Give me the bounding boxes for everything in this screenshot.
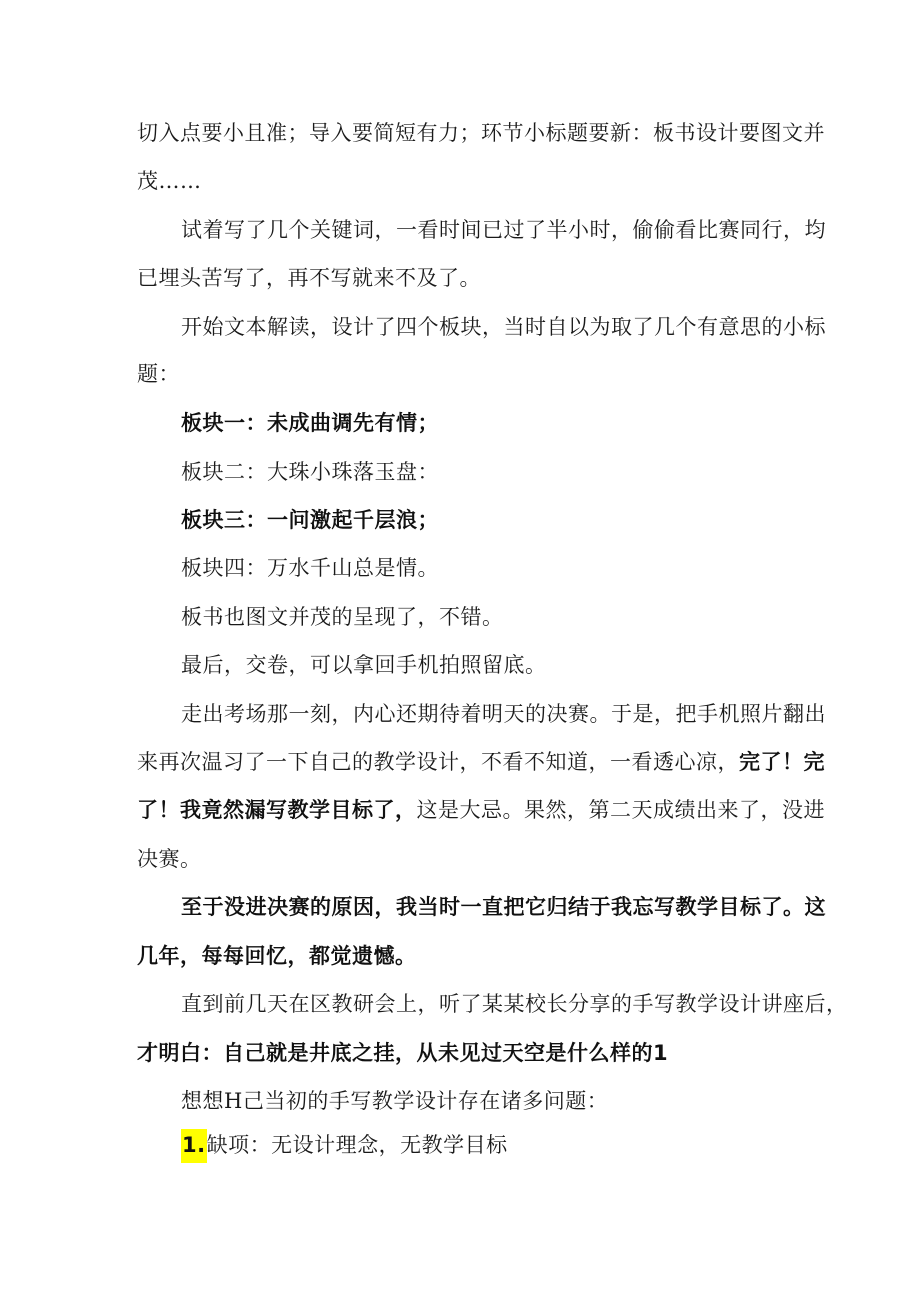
paragraph-8-line-1: 直到前几天在区教研会上，听了某某校长分享的手写教学设计讲座后， — [181, 992, 848, 1016]
list-item-1-number: 1. — [181, 1129, 207, 1163]
paragraph-2-line-1: 试着写了几个关键词，一看时间已过了半小时，偷偷看比赛同行，均 — [181, 218, 826, 242]
list-item-1-text: 缺项：无设计理念，无教学目标 — [206, 1133, 508, 1157]
paragraph-2-line-2: 已埋头苦写了，再不写就来不及了。 — [137, 266, 481, 290]
paragraph-1-line-2: 茂…… — [137, 169, 202, 193]
paragraph-4: 板书也图文并茂的呈现了，不错。 — [181, 605, 504, 629]
paragraph-5: 最后，交卷，可以拿回手机拍照留底。 — [181, 653, 547, 677]
block-1: 板块一：未成曲调先有情； — [181, 411, 439, 435]
paragraph-6-line-3-serif: 这是大忌。果然，第二天成绩出来了，没进 — [416, 798, 825, 822]
paragraph-6-line-2 — [137, 748, 825, 776]
block-4: 板块四：万水千山总是情。 — [181, 556, 439, 580]
paragraph-7-line-1: 至于没进决赛的原因，我当时一直把它归结于我忘写教学目标了。这 — [181, 895, 826, 919]
paragraph-1-line-1: 切入点要小且准；导入要简短有力；环节小标题要新：板书设计要图文并 — [137, 121, 825, 145]
paragraph-6-line-4: 决赛。 — [137, 847, 202, 871]
paragraph-6-line-3 — [137, 796, 825, 824]
block-3: 板块三：一问激起千层浪； — [181, 508, 439, 532]
paragraph-8-line-2: 才明白：自己就是井底之挂，从未见过天空是什么样的1 — [137, 1041, 669, 1065]
paragraph-6-line-2-serif: 来再次温习了一下自己的教学设计，不看不知道，一看透心凉， — [137, 750, 739, 774]
paragraph-6-line-2-bold: 完了！完 — [739, 750, 825, 774]
paragraph-6-line-1: 走出考场那一刻，内心还期待着明天的决赛。于是，把手机照片翻出 — [181, 702, 826, 726]
paragraph-6-line-3-bold: 了！我竟然漏写教学目标了， — [137, 798, 417, 822]
block-2: 板块二：大珠小珠落玉盘： — [181, 460, 439, 484]
paragraph-3-line-1: 开始文本解读，设计了四个板块，当时自以为取了几个有意思的小标 — [181, 315, 826, 339]
paragraph-7-line-2: 几年，每每回忆，都觉遗憾。 — [137, 944, 417, 968]
paragraph-3-line-2: 题： — [137, 362, 180, 386]
paragraph-9: 想想H己当初的手写教学设计存在诸多问题： — [181, 1089, 609, 1113]
list-item-1 — [181, 1131, 508, 1159]
